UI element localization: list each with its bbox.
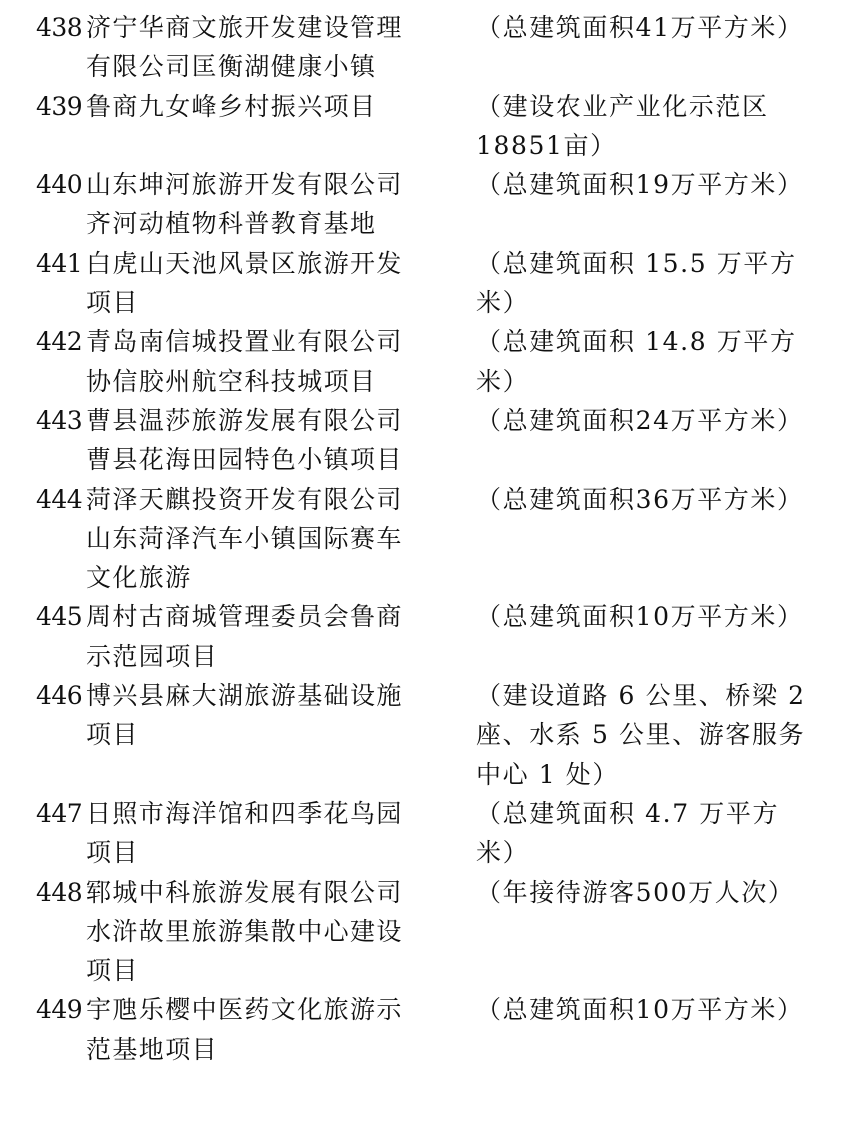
project-name-line: 有限公司匡衡湖健康小镇 bbox=[86, 52, 377, 82]
project-name bbox=[84, 597, 468, 676]
project-name bbox=[84, 676, 468, 755]
list-item bbox=[0, 480, 852, 598]
project-note bbox=[476, 480, 822, 519]
project-name-line: 青岛南信城投置业有限公司 bbox=[86, 327, 403, 357]
project-name-line: 范基地项目 bbox=[86, 1034, 219, 1064]
project-name-line: 鲁商九女峰乡村振兴项目 bbox=[86, 91, 377, 121]
project-note bbox=[476, 873, 822, 912]
item-number: 444 bbox=[36, 484, 83, 514]
project-name-line: 项目 bbox=[86, 838, 139, 868]
item-number: 443 bbox=[36, 405, 83, 435]
project-name bbox=[84, 322, 468, 401]
project-note-line: 中心 1 处） bbox=[476, 759, 619, 789]
item-number: 446 bbox=[36, 681, 83, 711]
project-note-line: 座、水系 5 公里、游客服务 bbox=[476, 720, 806, 750]
project-note-line: （总建筑面积19万平方米） bbox=[476, 170, 804, 200]
project-note bbox=[476, 165, 822, 204]
list-item bbox=[0, 794, 852, 873]
project-name-line: 博兴县麻大湖旅游基础设施 bbox=[86, 681, 403, 711]
project-note-line: 米） bbox=[476, 366, 530, 396]
list-item bbox=[0, 165, 852, 244]
project-name-line: 郓城中科旅游发展有限公司 bbox=[86, 877, 403, 907]
list-item bbox=[0, 8, 852, 87]
project-name bbox=[84, 244, 468, 323]
project-note bbox=[476, 676, 822, 794]
list-item bbox=[0, 873, 852, 991]
project-note-line: （建设农业产业化示范区 bbox=[476, 91, 769, 121]
project-name-line: 曹县温莎旅游发展有限公司 bbox=[86, 405, 403, 435]
project-name-line: 菏泽天麒投资开发有限公司 bbox=[86, 484, 403, 514]
project-note-line: （总建筑面积41万平方米） bbox=[476, 13, 804, 42]
project-note bbox=[476, 401, 822, 440]
item-number: 445 bbox=[36, 602, 83, 632]
project-name-line: 宇虺乐樱中医药文化旅游示 bbox=[86, 995, 403, 1025]
project-note-line: （总建筑面积24万平方米） bbox=[476, 405, 804, 435]
project-note bbox=[476, 244, 822, 323]
project-name bbox=[84, 87, 468, 126]
project-note bbox=[476, 87, 822, 166]
item-number: 440 bbox=[36, 170, 83, 200]
project-name-line: 项目 bbox=[86, 720, 139, 750]
item-number: 441 bbox=[36, 248, 83, 278]
list-item bbox=[0, 676, 852, 794]
item-number: 442 bbox=[36, 327, 83, 357]
project-name-line: 协信胶州航空科技城项目 bbox=[86, 366, 377, 396]
project-list bbox=[0, 8, 852, 1069]
list-item bbox=[0, 401, 852, 480]
item-number: 438 bbox=[36, 13, 83, 42]
project-note-line: 米） bbox=[476, 838, 530, 868]
project-name-line: 白虎山天池风景区旅游开发 bbox=[86, 248, 403, 278]
project-note bbox=[476, 322, 822, 401]
project-note bbox=[476, 597, 822, 636]
list-item bbox=[0, 597, 852, 676]
project-note-line: 18851亩） bbox=[476, 130, 617, 160]
list-item bbox=[0, 990, 852, 1069]
project-name-line: 齐河动植物科普教育基地 bbox=[86, 209, 377, 239]
project-name-line: 水浒故里旅游集散中心建设 bbox=[86, 916, 403, 946]
project-note bbox=[476, 794, 822, 873]
project-name-line: 日照市海洋馆和四季花鸟园 bbox=[86, 798, 403, 828]
item-number: 439 bbox=[36, 91, 83, 121]
item-number: 447 bbox=[36, 798, 83, 828]
project-note-line: （总建筑面积10万平方米） bbox=[476, 602, 804, 632]
project-note-line: （总建筑面积10万平方米） bbox=[476, 995, 804, 1025]
project-note-line: 米） bbox=[476, 288, 530, 318]
project-note-line: （年接待游客500万人次） bbox=[476, 877, 795, 907]
item-number: 449 bbox=[36, 995, 83, 1025]
project-name bbox=[84, 794, 468, 873]
project-name-line: 文化旅游 bbox=[86, 563, 192, 593]
project-name bbox=[84, 873, 468, 991]
project-name-line: 示范园项目 bbox=[86, 641, 219, 671]
project-name bbox=[84, 401, 468, 480]
project-name bbox=[84, 990, 468, 1069]
item-number: 448 bbox=[36, 877, 83, 907]
project-name-line: 济宁华商文旅开发建设管理 bbox=[86, 13, 403, 42]
project-name-line: 曹县花海田园特色小镇项目 bbox=[86, 445, 403, 475]
list-item bbox=[0, 244, 852, 323]
project-name-line: 项目 bbox=[86, 956, 139, 986]
project-name-line: 项目 bbox=[86, 288, 139, 318]
list-item bbox=[0, 87, 852, 166]
project-note-line: （总建筑面积36万平方米） bbox=[476, 484, 804, 514]
project-note-line: （总建筑面积 14.8 万平方 bbox=[476, 327, 797, 357]
project-note bbox=[476, 8, 822, 47]
project-name-line: 山东菏泽汽车小镇国际赛车 bbox=[86, 523, 403, 553]
list-item bbox=[0, 322, 852, 401]
project-note-line: （建设道路 6 公里、桥梁 2 bbox=[476, 681, 806, 711]
project-note-line: （总建筑面积 4.7 万平方 bbox=[476, 798, 780, 828]
project-note-line: （总建筑面积 15.5 万平方 bbox=[476, 248, 797, 278]
project-name bbox=[84, 165, 468, 244]
project-name-line: 周村古商城管理委员会鲁商 bbox=[86, 602, 403, 632]
project-name bbox=[84, 8, 468, 87]
project-name-line: 山东坤河旅游开发有限公司 bbox=[86, 170, 403, 200]
project-note bbox=[476, 990, 822, 1029]
project-name bbox=[84, 480, 468, 598]
